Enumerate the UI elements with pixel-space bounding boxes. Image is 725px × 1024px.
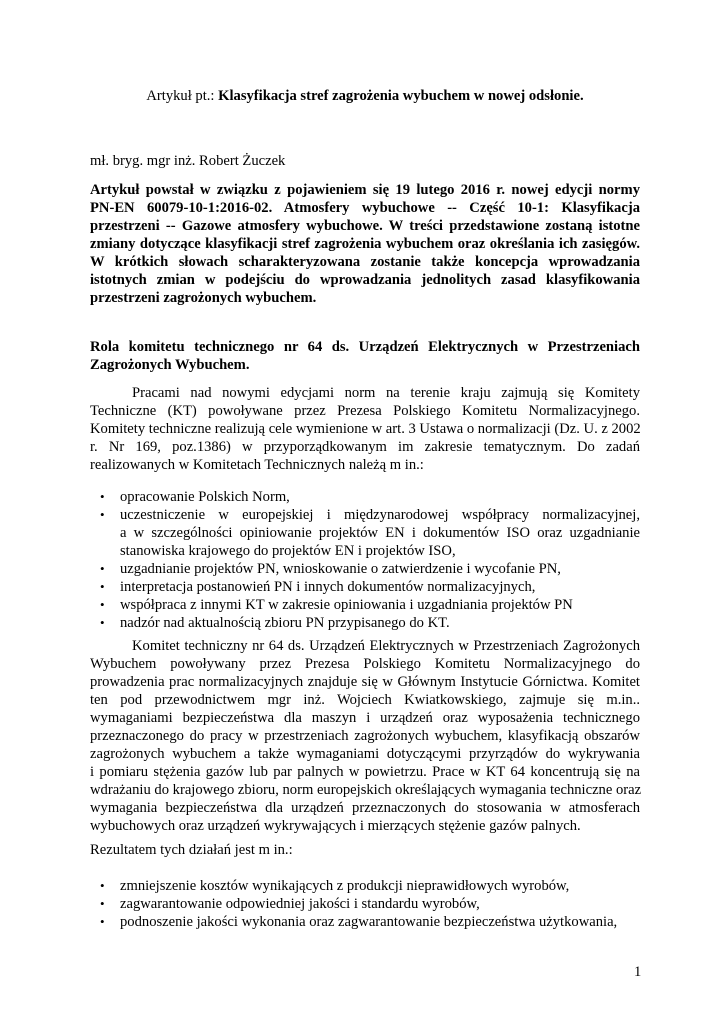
paragraph-line: Komitet techniczny nr 64 ds. Urządzeń Elektrycznych w Przestrzeniach Zagrożonych	[132, 638, 640, 654]
list-item-text: współpraca z innymi KT w zakresie opiniowania i uzgadniania projektów PN	[120, 597, 573, 613]
list-item	[90, 488, 640, 506]
paragraph-line: i pomiaru stężenia gazów lub par palnych w powietrzu. Prace w KT 64 koncentrują się na	[90, 764, 640, 780]
paragraph-line: ten pod przewodnictwem mgr inż. Wojciech Kwiatkowskiego, zajmuje się m.in..	[90, 692, 640, 708]
bullet-icon: •	[100, 489, 105, 504]
paragraph-line: Pracami nad nowymi edycjami norm na terenie kraju zajmują się Komitety	[132, 385, 640, 401]
paragraph-line: r. Nr 169, poz.1386) w przyporządkowanym im zakresie tematycznym. Do zadań	[90, 439, 640, 455]
paragraph-line: wymaganiami bezpieczeństwa dla maszyn i urządzeń oraz wyposażenia technicznego	[90, 710, 640, 726]
title-prefix: Artykuł pt.:	[146, 88, 219, 104]
paragraph-kt64	[90, 637, 640, 835]
abstract-paragraph	[90, 181, 640, 307]
paragraph-line: zagrożonych wybuchem a także wymaganiami dotyczącymi przyrządów do wykrywania	[90, 746, 640, 762]
paragraph-line: prowadzenia prac normalizacyjnych znajduje się w Głównym Instytucie Górnictwa. Komitet	[90, 674, 640, 690]
abstract-line: zmiany dotyczące klasyfikacji stref zagrożenia wybuchem oraz określania ich zasięgów.	[90, 236, 640, 252]
list-item-text: uczestniczenie w europejskiej i międzynarodowej współpracy normalizacyjnej,	[120, 507, 640, 523]
list-item	[90, 560, 640, 578]
results-intro: Rezultatem tych działań jest m in.:	[90, 842, 293, 858]
abstract-line: Artykuł powstał w związku z pojawieniem się 19 lutego 2016 r. nowej edycji normy	[90, 182, 640, 198]
list-item-text: a w szczególności opiniowanie projektów EN i dokumentów ISO oraz uzgadnianie	[120, 525, 640, 541]
results-list	[90, 877, 640, 931]
paragraph-line: wymagania bezpieczeństwa dla urządzeń przeznaczonych do stosowania w atmosferach	[90, 800, 640, 816]
paragraph-line: Wybuchem powoływany przez Prezesa Polskiego Komitetu Normalizacyjnego do	[90, 656, 640, 672]
list-item	[90, 506, 640, 560]
list-item	[90, 895, 640, 913]
bullet-icon: •	[100, 561, 105, 576]
list-item-text: interpretacja postanowień PN i innych dokumentów normalizacyjnych,	[120, 579, 536, 595]
list-item	[90, 877, 640, 895]
list-item	[90, 614, 640, 632]
page-number: 1	[634, 964, 642, 980]
list-item-text: zagwarantowanie odpowiedniej jakości i standardu wyrobów,	[120, 896, 480, 912]
abstract-line: przestrzeni zagrożonych wybuchem.	[90, 290, 317, 306]
title-main: Klasyfikacja stref zagrożenia wybuchem w nowej odsłonie.	[218, 88, 584, 104]
heading-line: Rola komitetu technicznego nr 64 ds. Urządzeń Elektrycznych w Przestrzeniach	[90, 339, 640, 355]
paragraph-line: wybuchowych oraz urządzeń wykrywających i mierzących stężenie gazów palnych.	[90, 818, 581, 834]
bullet-icon: •	[100, 896, 105, 911]
list-item-text: zmniejszenie kosztów wynikających z produkcji nieprawidłowych wyrobów,	[120, 878, 570, 894]
list-item	[90, 596, 640, 614]
paragraph-committees	[90, 384, 640, 474]
abstract-line: PN-EN 60079-10-1:2016-02. Atmosfery wybuchowe -- Część 10-1: Klasyfikacja	[90, 200, 640, 216]
paragraph-line: realizowanych w Komitetach Technicznych należą m in.:	[90, 457, 424, 473]
list-item	[90, 578, 640, 596]
list-item-text: uzgadnianie projektów PN, wnioskowanie o zatwierdzenie i wycofanie PN,	[120, 561, 561, 577]
paragraph-line: Komitety techniczne realizują cele wymienione w art. 3 Ustawa o normalizacji (Dz. U. z 2002	[90, 421, 641, 437]
document-page	[90, 0, 640, 1024]
abstract-line: W krótkich słowach scharakteryzowana zostanie także koncepcja wprowadzania	[90, 254, 640, 270]
paragraph-line: wdrażaniu do krajowego zbioru, norm europejskich określających wymagania techniczne oraz	[90, 782, 642, 798]
author-line: mł. bryg. mgr inż. Robert Żuczek	[90, 153, 286, 169]
bullet-icon: •	[100, 507, 105, 522]
paragraph-line: przeznaczonego do pracy w przestrzeniach zagrożonych wybuchem, klasyfikacją obszarów	[90, 728, 640, 744]
list-item-text: nadzór nad aktualnością zbioru PN przypisanego do KT.	[120, 615, 450, 631]
paragraph-line: Techniczne (KT) powoływane przez Prezesa Polskiego Komitetu Normalizacyjnego.	[90, 403, 640, 419]
article-title	[90, 88, 640, 105]
heading-line: Zagrożonych Wybuchem.	[90, 357, 250, 373]
bullet-icon: •	[100, 579, 105, 594]
bullet-icon: •	[100, 914, 105, 929]
bullet-icon: •	[100, 597, 105, 612]
section-heading	[90, 338, 640, 374]
list-item	[90, 913, 640, 931]
list-item-text: opracowanie Polskich Norm,	[120, 489, 290, 505]
list-item-text: podnoszenie jakości wykonania oraz zagwarantowanie bezpieczeństwa użytkowania,	[120, 914, 618, 930]
abstract-line: przestrzeni -- Gazowe atmosfery wybuchowe. W treści przedstawione zostaną istotne	[90, 218, 640, 234]
bullet-icon: •	[100, 615, 105, 630]
bullet-icon: •	[100, 878, 105, 893]
committee-tasks-list	[90, 488, 640, 632]
list-item-text: stanowiska krajowego do projektów EN i projektów ISO,	[120, 543, 456, 559]
abstract-line: istotnych zmian w podejściu do wprowadzania jednolitych zasad klasyfikowania	[90, 272, 640, 288]
